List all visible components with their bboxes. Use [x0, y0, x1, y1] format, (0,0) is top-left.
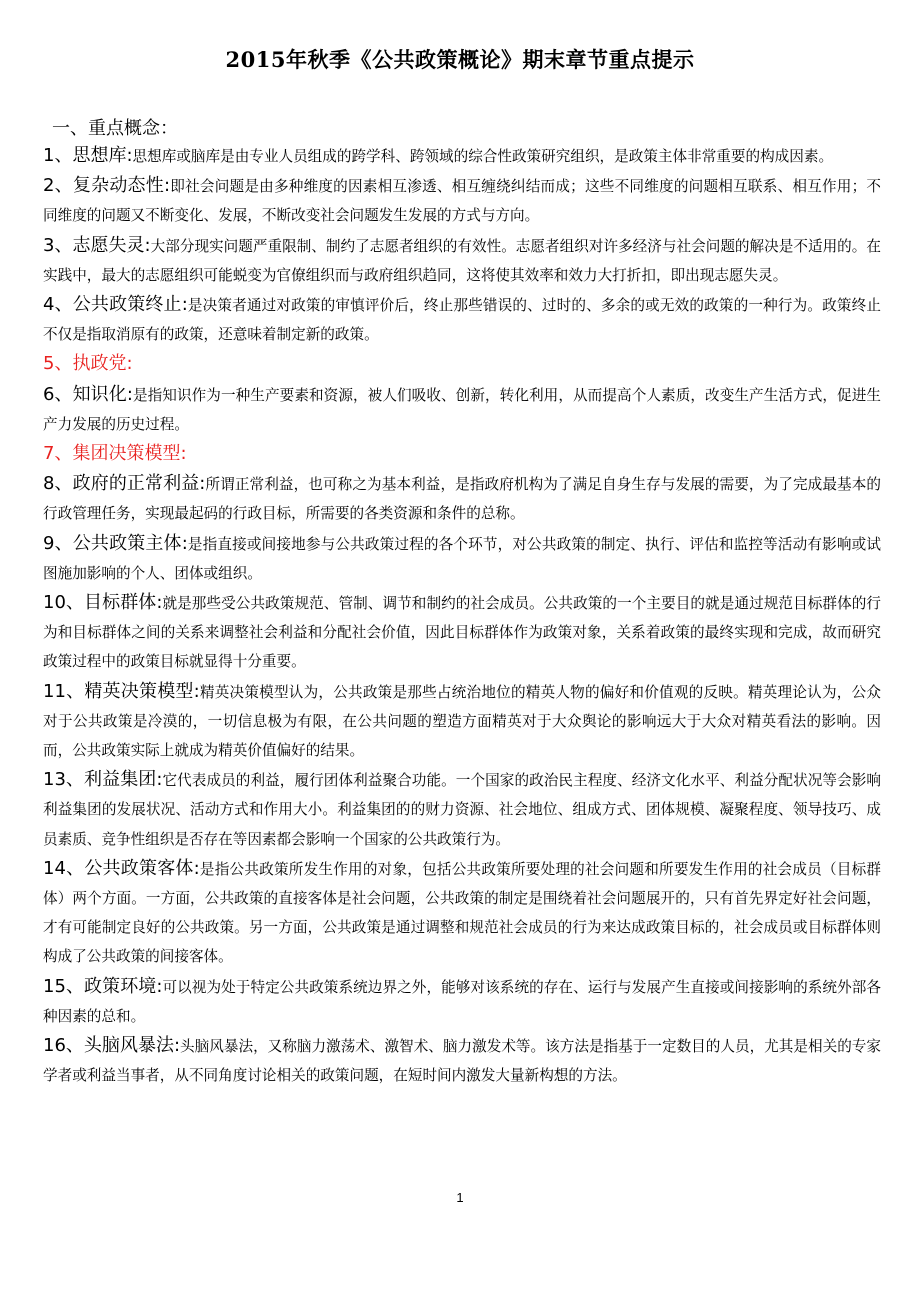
concept-entry — [43, 529, 881, 588]
concept-term: 4、公共政策终止: — [43, 294, 188, 316]
concept-term: 15、政策环境: — [43, 975, 163, 997]
concept-entry — [43, 349, 881, 379]
concept-term: 13、利益集团: — [43, 769, 163, 791]
concept-entry — [43, 1031, 881, 1090]
concept-term: 1、思想库: — [43, 145, 133, 166]
concept-term: 3、志愿失灵: — [43, 234, 151, 256]
concept-entry — [43, 972, 881, 1031]
concept-term: 6、知识化: — [43, 383, 133, 405]
page-number: 1 — [456, 1190, 464, 1205]
section-heading: 一、重点概念： — [52, 118, 178, 139]
concept-definition: 即社会问题是由多种维度的因素相互渗透、相互缠绕纠结而成；这些不同维度的问题相互联系、相互作用；不同维度的问题又不断变化、发展，不断改变社会问题发生发展的方式与方向。 — [43, 178, 881, 225]
concept-term: 7、集团决策模型: — [43, 443, 187, 465]
concept-term: 16、头脑风暴法: — [43, 1035, 181, 1057]
concept-entry — [43, 141, 881, 171]
concept-definition: 就是那些受公共政策规范、管制、调节和制约的社会成员。公共政策的一个主要目的就是通过规范目标群体的行为和目标群体之间的关系来调整社会利益和分配社会价值，因此目标群体作为政策对象，关系着政策的最终实现和完成，故而研究政策过程中的政策目标就显得十分重要。 — [43, 595, 881, 671]
concept-term: 5、执政党: — [43, 353, 133, 375]
concept-definition: 大部分现实问题严重限制、制约了志愿者组织的有效性。志愿者组织对许多经济与社会问题的解决是不适用的。在实践中，最大的志愿组织可能蜕变为官僚组织而与政府组织趋同，这将使其效率和效力大打折扣，即出现志愿失灵。 — [43, 237, 881, 284]
concept-term: 11、精英决策模型: — [43, 680, 200, 702]
concept-definition: 它代表成员的利益，履行团体利益聚合功能。一个国家的政治民主程度、经济文化水平、利益分配状况等会影响利益集团的发展状况、活动方式和作用大小。利益集团的的财力资源、社会地位、组成方式、团体规模、凝聚程度、领导技巧、成员素质、竞争性组织是否存在等因素都会影响一个国家的公共政策行为。 — [43, 772, 881, 848]
concept-term: 14、公共政策客体: — [43, 857, 200, 879]
concept-entry — [43, 588, 881, 677]
concept-entry — [43, 231, 881, 290]
concept-definition: 可以视为处于特定公共政策系统边界之外，能够对该系统的存在、运行与发展产生直接或间接影响的系统外部各种因素的总和。 — [43, 978, 881, 1025]
concept-definition: 头脑风暴法，又称脑力激荡术、激智术、脑力激发术等。该方法是指基于一定数目的人员，尤其是相关的专家学者或利益当事者，从不同角度讨论相关的政策问题，在短时间内激发大量新构想的方法。 — [43, 1038, 882, 1085]
concept-entry — [43, 290, 881, 349]
concept-definition: 思想库或脑库是由专业人员组成的跨学科、跨领域的综合性政策研究组织，是政策主体非常重要的构成因素。 — [132, 148, 834, 165]
concept-definition: 精英决策模型认为，公共政策是那些占统治地位的精英人物的偏好和价值观的反映。精英理论认为，公众对于公共政策是冷漠的，一切信息极为有限，在公共问题的塑造方面精英对于大众舆论的影响远大于大众对精英看法的影响。因而，公共政策实际上就成为精英价值偏好的结果。 — [43, 683, 881, 760]
concept-term: 2、复杂动态性: — [43, 175, 171, 197]
concept-entry — [43, 171, 881, 230]
concept-entry — [43, 469, 881, 528]
concept-entry — [43, 765, 881, 854]
concept-definition: 是指直接或间接地参与公共政策过程的各个环节，对公共政策的制定、执行、评估和监控等活动有影响或试图施加影响的个人、团体或组织。 — [43, 535, 881, 582]
concept-definition: 所谓正常利益，也可称之为基本利益，是指政府机构为了满足自身生存与发展的需要，为了完成最基本的行政管理任务，实现最起码的行政目标，所需要的各类资源和条件的总称。 — [43, 476, 881, 523]
concept-list — [43, 141, 881, 1091]
concept-term: 10、目标群体: — [43, 592, 163, 614]
document-title: 2015年秋季《公共政策概论》期末章节重点提示 — [225, 47, 695, 72]
concept-term: 8、政府的正常利益: — [43, 473, 206, 495]
concept-term: 9、公共政策主体: — [43, 532, 188, 554]
concept-entry — [43, 439, 881, 469]
concept-entry — [43, 380, 881, 439]
concept-definition: 是指知识作为一种生产要素和资源，被人们吸收、创新，转化利用，从而提高个人素质，改变生产生活方式，促进生产力发展的历史过程。 — [43, 386, 881, 433]
concept-entry — [43, 854, 881, 972]
concept-entry — [43, 677, 881, 766]
concept-definition: 是决策者通过对政策的审慎评价后，终止那些错误的、过时的、多余的或无效的政策的一种行为。政策终止不仅是指取消原有的政策，还意味着制定新的政策。 — [43, 297, 881, 344]
concept-definition: 是指公共政策所发生作用的对象，包括公共政策所要处理的社会问题和所要发生作用的社会成员（目标群体）两个方面。一方面，公共政策的直接客体是社会问题，公共政策的制定是围绕着社会问题展开的，只有首先界定好社会问题，才有可能制定良好的公共政策。另一方面，公共政策是通过调整和规范社会成员的行为来达成政策目标的，社会成员或目标群体则构成了公共政策的间接客体。 — [43, 860, 881, 966]
